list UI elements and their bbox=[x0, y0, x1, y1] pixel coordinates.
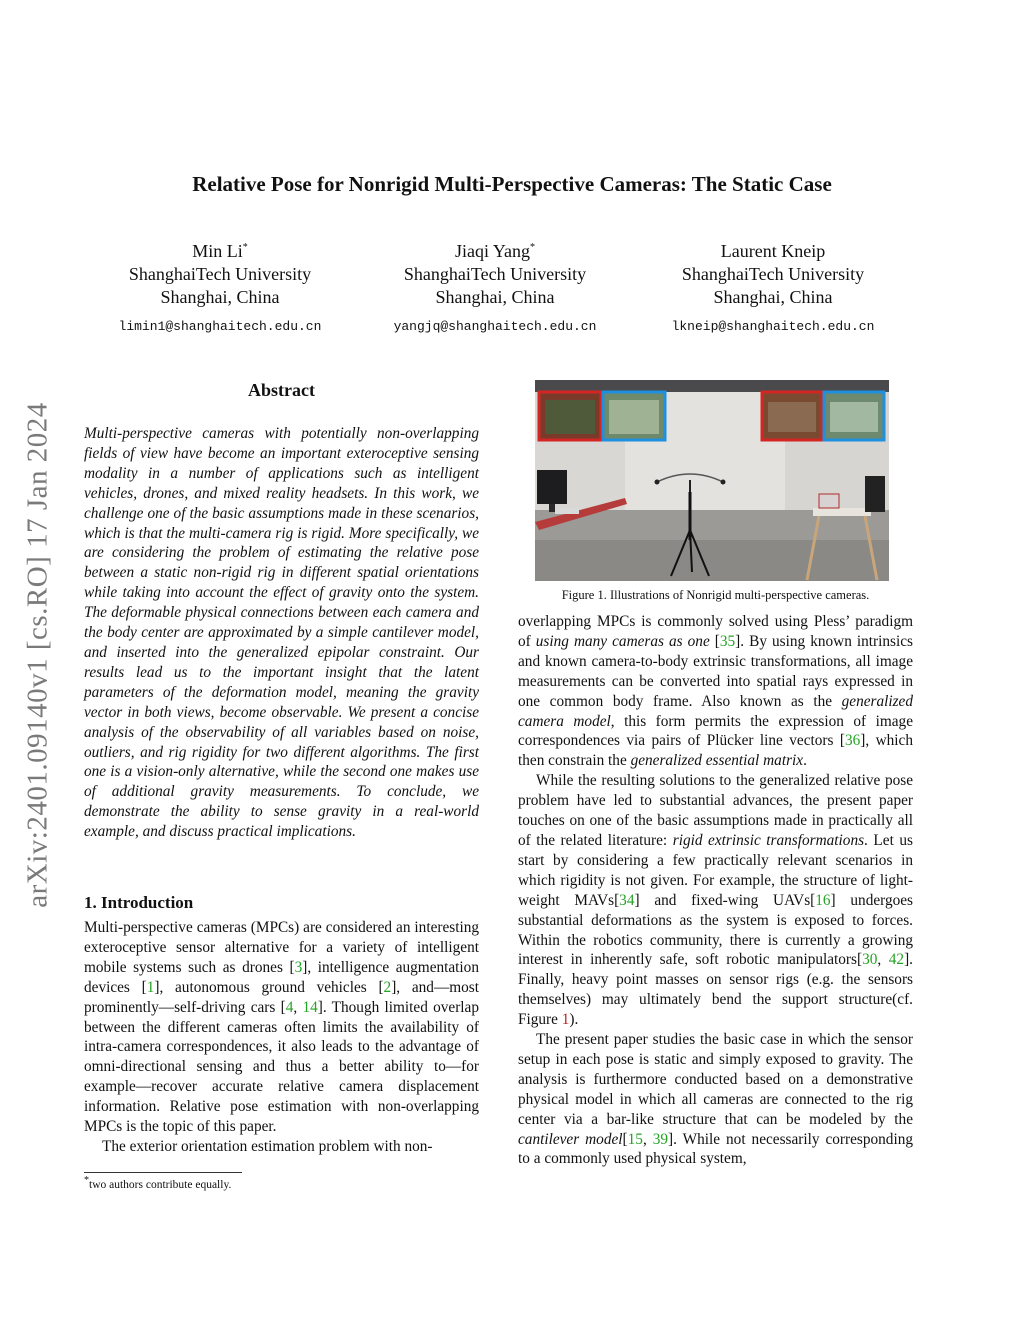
author-location: Shanghai, China bbox=[435, 287, 555, 307]
right-column-text bbox=[518, 612, 913, 1169]
citation-link[interactable]: 36 bbox=[844, 732, 861, 750]
arxiv-sidebar bbox=[18, 365, 58, 945]
author-affiliation: ShanghaiTech University bbox=[128, 264, 312, 284]
author-mark: * bbox=[242, 242, 248, 253]
citation-link[interactable]: 2 bbox=[383, 978, 392, 996]
citation-link[interactable]: 39 bbox=[652, 1130, 669, 1148]
paper-title: Relative Pose for Nonrigid Multi-Perspective Cameras: The Static Case bbox=[192, 172, 832, 196]
citation-link[interactable]: 42 bbox=[888, 951, 905, 969]
citation-link[interactable]: 3 bbox=[294, 958, 303, 976]
author-email[interactable]: limin1@shanghaitech.edu.cn bbox=[118, 319, 322, 334]
abstract-text: Multi-perspective cameras with potentially non-overlapping fields of view have become an important exteroceptive sensing modality in a number of applications such as intelligent vehicles, drones, and mixed reality headsets. In this work, we challenge one of the basic assumptions made in these scenarios, which is that the multi-camera rig is rigid. More specifically, we are considering the problem of estimating the relative pose between a static non-rigid rig in different spatial orientations while taking into account the effect of gravity onto the system. The deformable physical connections between each camera and the body center are approximated by a simple cantilever model, and inserted into the generalized epipolar constraint. Our results lead us to the important insight that the latent parameters of the deformation model, meaning the gravity vector in both views, become observable. We present a concise analysis of the observability of all variables based on noise, outliers, and rig rigidity for two different algorithms. The first one is a vision-only alternative, while the second one makes use of additional gravity measurements. To conclude, we demonstrate the ability to sense gravity in a real-world example, and discuss practical implications. bbox=[84, 425, 479, 841]
author-email[interactable]: yangjq@shanghaitech.edu.cn bbox=[393, 319, 597, 334]
intro-paragraph-2: The exterior orientation estimation problem with non- bbox=[102, 1137, 433, 1155]
author-affiliation: ShanghaiTech University bbox=[403, 264, 587, 284]
introduction-text bbox=[84, 918, 479, 1157]
figure-1-caption: Figure 1. Illustrations of Nonrigid multi-perspective cameras. bbox=[561, 588, 870, 602]
intro-paragraph-1: Multi-perspective cameras (MPCs) are considered an interesting exteroceptive sensor alternative for a variety of intelligent mobile systems such as drones [3], intelligence augmentation devices [1], autonomous ground vehicles [2], and—most prominently—self-driving cars [4, 14]. Though limited overlap between the different cameras often limits the availability of intra-camera correspondences, it also leads to the advantage of omni-directional sensing and thus a better ability to—for example—recover accurate relative camera displacement information. Relative pose estimation with non-overlapping MPCs is the topic of this paper. bbox=[84, 919, 479, 1136]
footnote-rule bbox=[84, 1172, 242, 1173]
citation-link[interactable]: 16 bbox=[815, 891, 831, 909]
citation-link[interactable]: 4 bbox=[285, 998, 294, 1016]
author-block-3 bbox=[653, 240, 893, 338]
author-block-2 bbox=[375, 240, 615, 338]
right-paragraph-2: While the resulting solutions to the generalized relative pose problem have led to substantial advances, the present paper touches on one of the basic assumptions made in practically all of the related literature: rigid extrinsic transformations. Let us start by considering a few practically relevant scenarios in which rigidity is not given. For example, the structure of light-weight MAVs[34] and fixed-wing UAVs[16] undergoes substantial deformations as the system is exposed to forces. Within the robotics community, there is currently a growing interest in inherently safe, soft robotic manipulators[30, 42]. Finally, heavy point masses on sensor rigs (e.g. the sensors themselves) may ultimately bend the support structure(cf. Figure 1). bbox=[518, 772, 913, 1029]
author-name: Jiaqi Yang bbox=[454, 241, 530, 261]
citation-link[interactable]: 15 bbox=[627, 1130, 643, 1148]
author-block-1 bbox=[100, 240, 340, 338]
author-affiliation: ShanghaiTech University bbox=[681, 264, 865, 284]
author-name: Laurent Kneip bbox=[720, 241, 826, 261]
author-email[interactable]: lkneip@shanghaitech.edu.cn bbox=[671, 319, 875, 334]
right-paragraph-1: overlapping MPCs is commonly solved using Pless’ paradigm of using many cameras as one [35]. By using known intrinsics and known camera-to-body extrinsic transformations, all image measurements can be converted into spatial rays expressed in one common body frame. Also known as the generalized camera model, this form permits the expression of image correspondences via pairs of Plücker line vectors [36], which then constrain the generalized essential matrix. bbox=[518, 613, 913, 770]
citation-link[interactable]: 35 bbox=[719, 632, 736, 650]
figure-reference-link[interactable]: 1 bbox=[561, 1011, 570, 1029]
footnote: *two authors contribute equally. bbox=[84, 1175, 232, 1191]
author-mark: * bbox=[530, 242, 535, 253]
author-location: Shanghai, China bbox=[160, 287, 280, 307]
author-name: Min Li bbox=[192, 241, 243, 261]
author-location: Shanghai, China bbox=[713, 287, 833, 307]
figure-1-photo bbox=[535, 380, 889, 581]
citation-link[interactable]: 34 bbox=[619, 891, 635, 909]
citation-link[interactable]: 14 bbox=[302, 998, 318, 1016]
arxiv-stamp: arXiv:2401.09140v1 [cs.RO] 17 Jan 2024 bbox=[21, 402, 54, 908]
section-heading-introduction: 1. Introduction bbox=[84, 893, 194, 912]
citation-link[interactable]: 1 bbox=[146, 978, 155, 996]
right-paragraph-3: The present paper studies the basic case in which the sensor setup in each pose is static and simply exposed to gravity. The analysis is furthermore conducted based on a demonstrative physical model in which all cameras are connected to the rig center via a bar-like structure that can be modeled by the cantilever model[15, 39]. While not necessarily corresponding to a commonly used physical system, bbox=[518, 1031, 913, 1168]
abstract-heading: Abstract bbox=[248, 380, 315, 400]
citation-link[interactable]: 30 bbox=[862, 951, 878, 969]
